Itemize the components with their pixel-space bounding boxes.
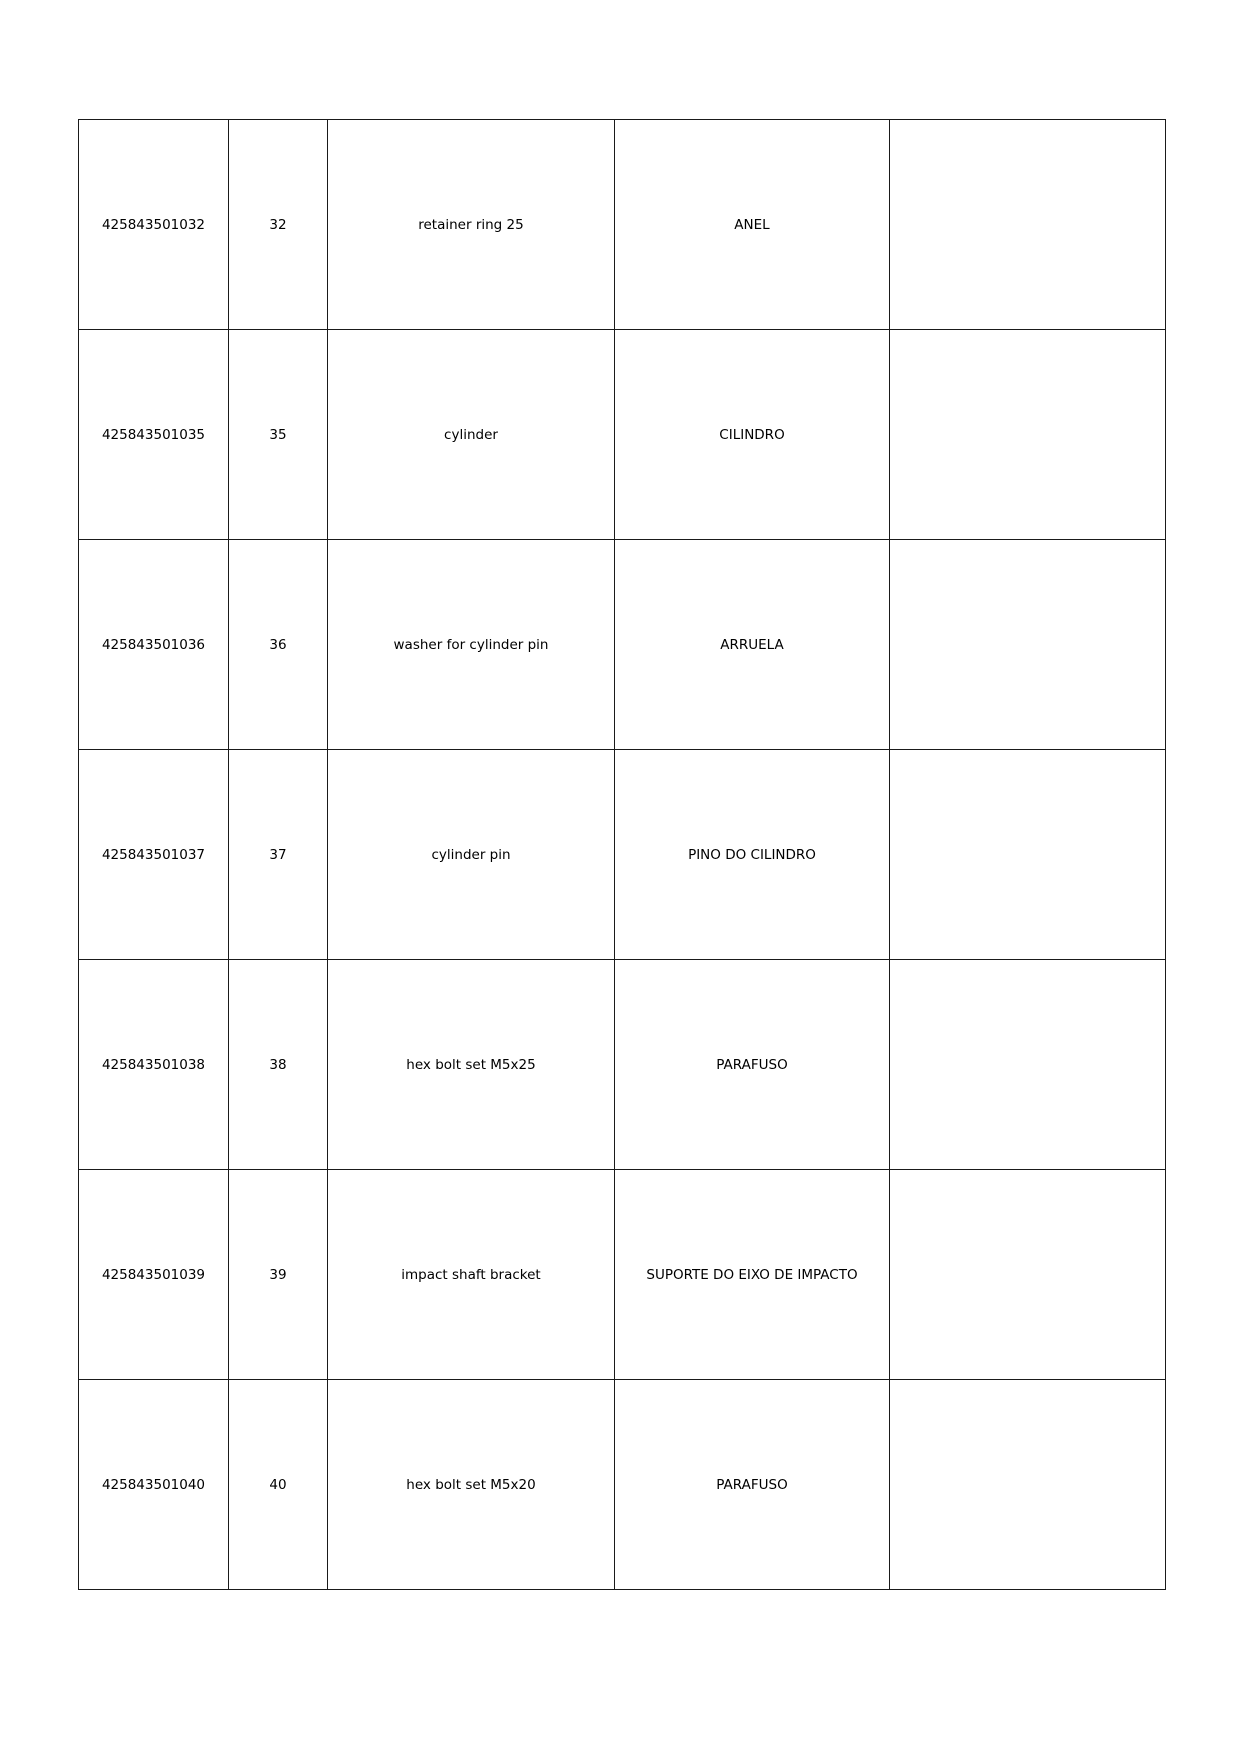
part-code-cell: 425843501040 — [79, 1380, 229, 1590]
notes-cell — [890, 750, 1166, 960]
table-row — [79, 960, 1166, 1170]
notes-cell — [890, 1380, 1166, 1590]
description-en-cell: hex bolt set M5x20 — [328, 1380, 615, 1590]
part-code-cell: 425843501039 — [79, 1170, 229, 1380]
description-pt-cell: SUPORTE DO EIXO DE IMPACTO — [615, 1170, 890, 1380]
description-en-cell: hex bolt set M5x25 — [328, 960, 615, 1170]
notes-cell — [890, 330, 1166, 540]
part-code-cell: 425843501036 — [79, 540, 229, 750]
part-code-cell: 425843501037 — [79, 750, 229, 960]
description-pt-cell: CILINDRO — [615, 330, 890, 540]
description-en-cell: cylinder pin — [328, 750, 615, 960]
part-code-cell: 425843501032 — [79, 120, 229, 330]
description-pt-cell: PARAFUSO — [615, 1380, 890, 1590]
position-cell: 32 — [229, 120, 328, 330]
part-code-cell: 425843501038 — [79, 960, 229, 1170]
table-row — [79, 1170, 1166, 1380]
description-en-cell: cylinder — [328, 330, 615, 540]
notes-cell — [890, 540, 1166, 750]
part-code-cell: 425843501035 — [79, 330, 229, 540]
description-pt-cell: ARRUELA — [615, 540, 890, 750]
table-row — [79, 1380, 1166, 1590]
position-cell: 36 — [229, 540, 328, 750]
position-cell: 37 — [229, 750, 328, 960]
table-row — [79, 540, 1166, 750]
table-row — [79, 330, 1166, 540]
position-cell: 39 — [229, 1170, 328, 1380]
description-en-cell: impact shaft bracket — [328, 1170, 615, 1380]
position-cell: 35 — [229, 330, 328, 540]
description-pt-cell: ANEL — [615, 120, 890, 330]
description-pt-cell: PINO DO CILINDRO — [615, 750, 890, 960]
notes-cell — [890, 1170, 1166, 1380]
description-en-cell: retainer ring 25 — [328, 120, 615, 330]
description-en-cell: washer for cylinder pin — [328, 540, 615, 750]
notes-cell — [890, 120, 1166, 330]
table-row — [79, 120, 1166, 330]
position-cell: 38 — [229, 960, 328, 1170]
parts-table — [78, 119, 1166, 1590]
notes-cell — [890, 960, 1166, 1170]
description-pt-cell: PARAFUSO — [615, 960, 890, 1170]
position-cell: 40 — [229, 1380, 328, 1590]
table-row — [79, 750, 1166, 960]
